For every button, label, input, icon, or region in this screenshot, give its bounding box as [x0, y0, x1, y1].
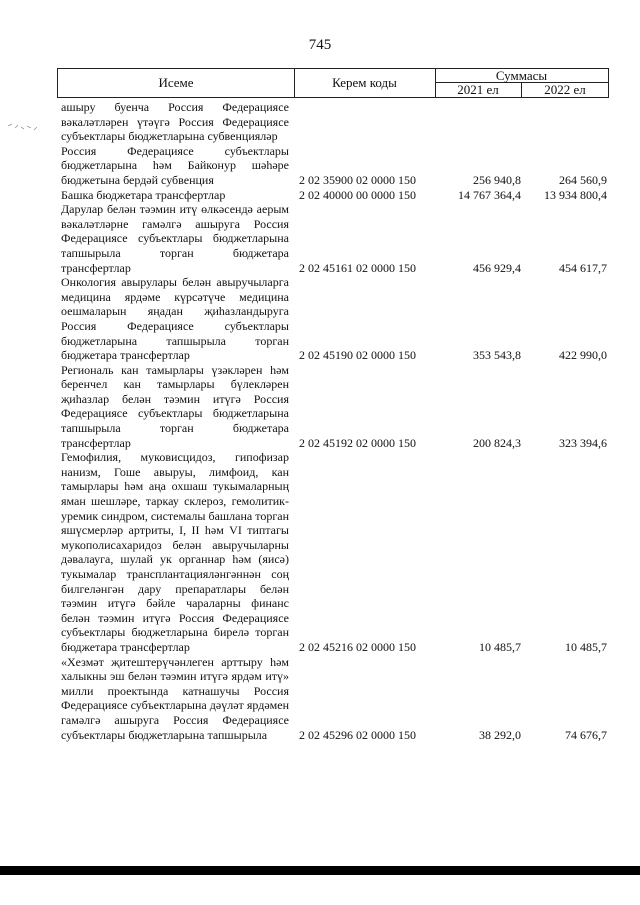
row-value-2021: 38 292,0: [479, 727, 521, 742]
row-code: 2 02 45192 02 0000 150: [299, 435, 416, 450]
row-value-2021: 256 940,8: [473, 172, 521, 187]
row-code: 2 02 45190 02 0000 150: [299, 348, 416, 363]
table-row: [61, 144, 613, 188]
row-value-2022: 454 617,7: [559, 260, 607, 275]
row-name: «Хезмәт җитештерүчәнлеген арттыру һәм халыкны эш белән тәэмин итүгә ярдәм итү» милли проектында катнашучы Россия Федерациясе субъектларына дәүләт ярдәмен гамәлгә ашыруга Россия Федерациясе субъектлары бюджетларына тапшырыла: [61, 654, 289, 742]
row-name: Россия Федерациясе субъектлары бюджетларына һәм Байконур шәһәре бюджетына бердәй субвенция: [61, 143, 289, 187]
row-name: Дарулар белән тәэмин итү өлкәсендә аерым вәкаләтләрне гамәлгә ашыруга Россия Федерациясе субъектлары бюджетларына тапшырыла торган бюджетара трансфертлар: [61, 202, 289, 275]
row-value-2022: 74 676,7: [565, 727, 607, 742]
row-value-2021: 14 767 364,4: [458, 187, 521, 202]
header-code: Керем коды: [294, 69, 436, 97]
page-number: 745: [308, 37, 332, 53]
header-year-2022: 2022 ел: [544, 82, 586, 97]
row-value-2022: 323 394,6: [559, 435, 607, 450]
row-value-2021: 456 929,4: [473, 260, 521, 275]
row-name: Онкология авырулары белән авыручыларга медицина ярдәме күрсәтүче медицина оешмаларын яңадан җиһазландыруга Россия Федерациясе субъектлары бюджетларына тапшырыла торган бюджетара трансфертлар: [61, 275, 289, 363]
row-name: Башка бюджетара трансфертлар: [61, 187, 226, 202]
header-year-2021: 2021 ел: [435, 83, 522, 97]
row-code: 2 02 40000 00 0000 150: [299, 187, 416, 202]
row-value-2022: 10 485,7: [565, 639, 607, 654]
table-row: [61, 188, 613, 203]
row-value-2021: 200 824,3: [473, 435, 521, 450]
row-value-2021: 353 543,8: [473, 348, 521, 363]
row-value-2022: 13 934 800,4: [544, 187, 607, 202]
row-name: Региональ кан тамырлары үзәкләрен һәм беренчел кан тамырлары бүлекләрен җиһазлар белән тәэмин итүгә Россия Федерациясе субъектлары бюджетларына тапшырыла торган бюджетара трансфертлар: [61, 362, 289, 450]
table-row: [61, 275, 613, 363]
scan-bottom-border: [0, 866, 640, 875]
table-row: [61, 363, 613, 451]
table-row: [61, 450, 613, 654]
row-value-2022: 264 560,9: [559, 172, 607, 187]
row-value-2022: 422 990,0: [559, 348, 607, 363]
row-code: 2 02 45161 02 0000 150: [299, 260, 416, 275]
table-header: [57, 68, 609, 98]
row-value-2021: 10 485,7: [479, 639, 521, 654]
table-row: [61, 202, 613, 275]
header-sums: Суммасы: [435, 69, 608, 83]
row-code: 2 02 35900 02 0000 150: [299, 172, 416, 187]
row-code: 2 02 45296 02 0000 150: [299, 727, 416, 742]
table-row: [61, 100, 613, 144]
scan-artifact-mark: [6, 118, 42, 136]
table-row: [61, 655, 613, 743]
table-body: [61, 100, 613, 742]
row-code: 2 02 45216 02 0000 150: [299, 639, 416, 654]
row-name: ашыру буенча Россия Федерациясе вәкаләтләрен үтәүгә Россия Федерациясе субъектлары бюджетларына субвенцияләр: [61, 100, 289, 144]
row-name: Гемофилия, муковисцидоз, гипофизар нанизм, Гоше авыруы, лимфоид, кан тамырлары һәм аңа охшаш тукымаларның яман шешләре, таркау склероз, гемолитик-уремик синдром, системалы башлана торган яшүсмерләр артриты, I, II һәм VI типтагы мукополисахаридоз белән авыручыларны дәвалауга, шулай ук органнар һәм (яисә) тукымалар трансплантацияләнгәннән соң билгеләнгән дару препаратлары белән тәэмин итүгә бәйле чараларны финанс белән тәэмин итүгә Россия Федерациясе субъектлары бюджетларына бирелә торган бюджетара трансфертлар: [61, 450, 289, 654]
header-name: Исеме: [58, 69, 295, 97]
